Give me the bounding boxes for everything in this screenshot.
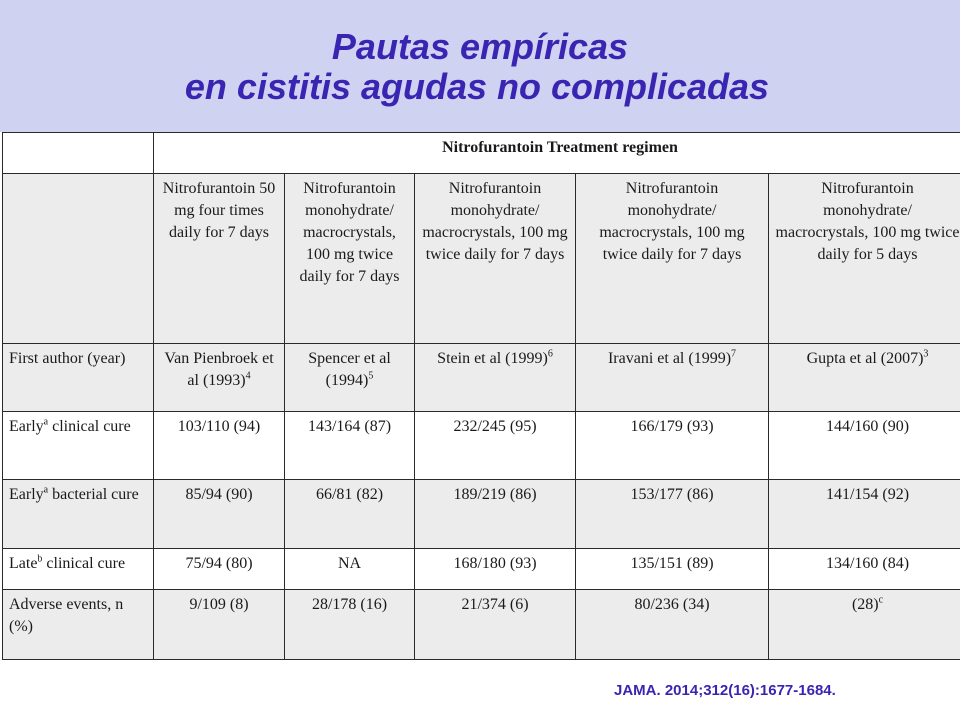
- table-cell: Van Pienbroek et al $(1993)^4$: [154, 344, 285, 412]
- table-cell: 141/154 (92): [769, 480, 960, 549]
- regimen-cell: Nitrofurantoin monohydrate/ macrocrystals, 100 mg twice daily for 7 days: [415, 174, 576, 344]
- table-cell: 232/245 (95): [415, 412, 576, 480]
- table-cell: 143/164 (87): [285, 412, 415, 480]
- table-cell: Spencer et al $(1994)^5$: [285, 344, 415, 412]
- regimen-cell: Nitrofurantoin monohydrate/ macrocrystals, 100 mg twice daily for 5 days: [769, 174, 960, 344]
- table-cell: 21/374 (6): [415, 590, 576, 660]
- regimen-cell: Nitrofurantoin monohydrate/ macrocrystals, 100 mg twice daily for 7 days: [285, 174, 415, 344]
- table-cell: 103/110 (94): [154, 412, 285, 480]
- nitrofurantoin-trials-table: [2, 132, 960, 660]
- table-row: [3, 590, 960, 660]
- table-cell: Iravani et al $(1999)^7$: [576, 344, 769, 412]
- table-row: [3, 412, 960, 480]
- table-row: [3, 344, 960, 412]
- table-cell: 168/180 (93): [415, 549, 576, 590]
- citation: JAMA. 2014;312(16):1677-1684.: [614, 682, 836, 699]
- slide-title-line-2: en cistitis agudas no complicadas: [184, 66, 770, 107]
- slide-title-banner: [0, 0, 960, 132]
- table-cell: Gupta et al $(2007)^3$: [769, 344, 960, 412]
- table-cell: Stein et al $(1999)^6$: [415, 344, 576, 412]
- table-cell: 66/81 (82): [285, 480, 415, 549]
- table-row: [3, 549, 960, 590]
- regimen-cell: Nitrofurantoin monohydrate/ macrocrystals, 100 mg twice daily for 7 days: [576, 174, 769, 344]
- table-cell: 153/177 (86): [576, 480, 769, 549]
- table-cell: NA: [285, 549, 415, 590]
- table-cell: 134/160 (84): [769, 549, 960, 590]
- corner-cell: [3, 133, 154, 174]
- group-header-cell: Nitrofurantoin Treatment regimen: [154, 133, 960, 174]
- table-cell: 28/178 (16): [285, 590, 415, 660]
- row-label: Early$^a$ clinical cure: [3, 412, 154, 480]
- table-cell: 75/94 (80): [154, 549, 285, 590]
- table-cell: 166/179 (93): [576, 412, 769, 480]
- regimen-row: [3, 174, 960, 344]
- table-cell: $(28)^c$: [769, 590, 960, 660]
- table-cell: 85/94 (90): [154, 480, 285, 549]
- table-cell: 189/219 (86): [415, 480, 576, 549]
- row-label: First author (year): [3, 344, 154, 412]
- table-cell: 135/151 (89): [576, 549, 769, 590]
- regimen-cell: Nitrofurantoin 50 mg four times daily for 7 days: [154, 174, 285, 344]
- row-label: Late$^b$ clinical cure: [3, 549, 154, 590]
- slide-title-line-1: Pautas empíricas: [331, 26, 629, 67]
- row-label: Early$^a$ bacterial cure: [3, 480, 154, 549]
- table-cell: 9/109 (8): [154, 590, 285, 660]
- table-cell: 144/160 (90): [769, 412, 960, 480]
- row-label: Adverse events, n (%): [3, 590, 154, 660]
- table-row: [3, 480, 960, 549]
- group-header-row: [3, 133, 960, 174]
- regimen-label-cell: [3, 174, 154, 344]
- table-cell: 80/236 (34): [576, 590, 769, 660]
